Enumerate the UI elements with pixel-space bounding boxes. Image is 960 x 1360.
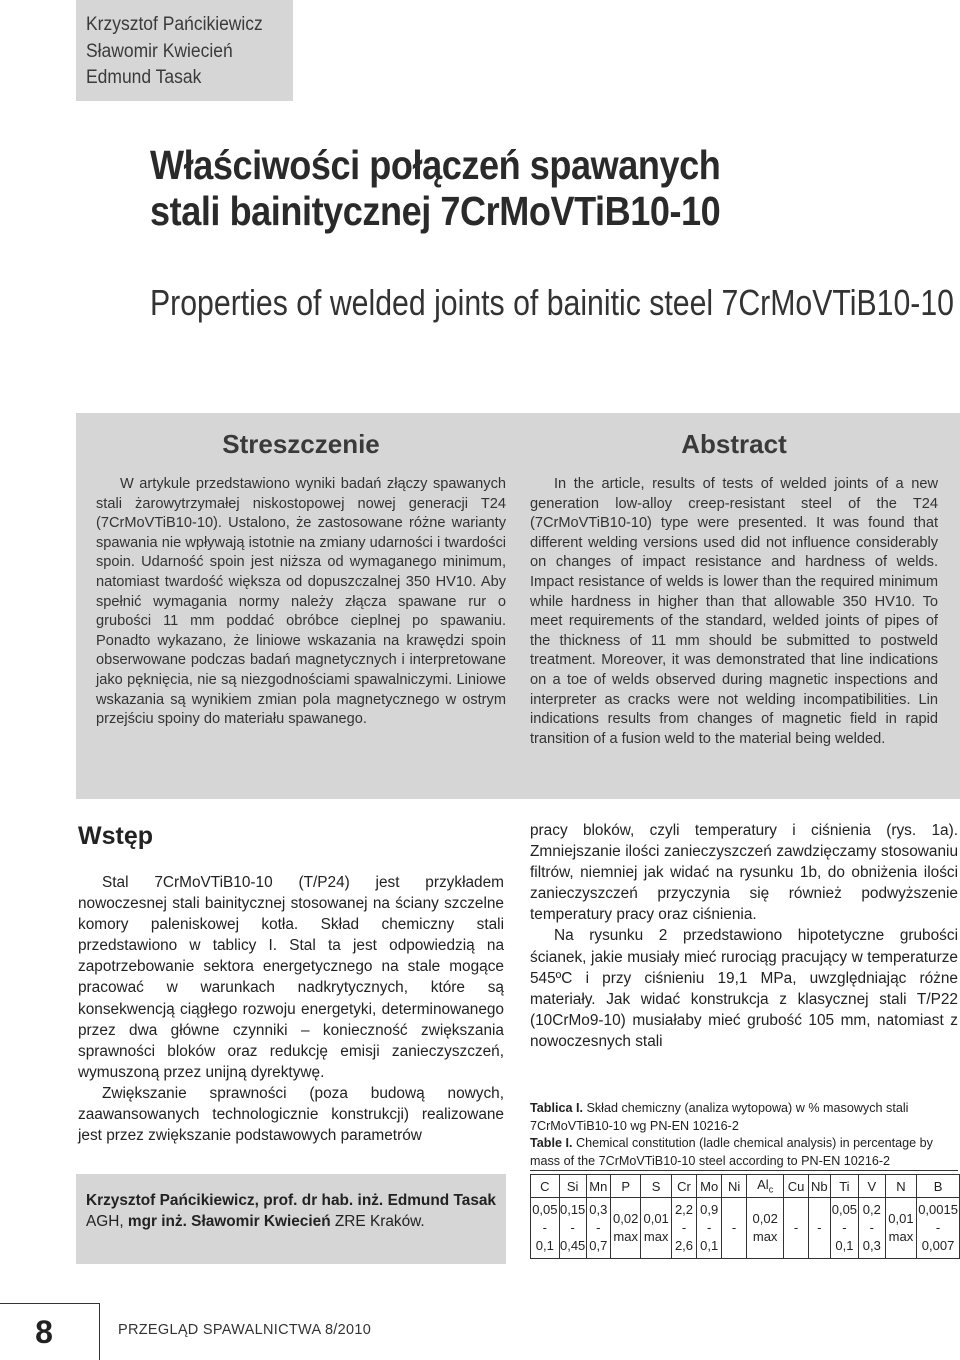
header-subscript: c (768, 1184, 774, 1195)
header-label: B (933, 1178, 943, 1194)
streszczenie-text: W artykule przedstawiono wyniki badań złączy spawanych stali żarowytrzymałej niskostopowej nowej generacji T24 (7CrMoVTiB10-10). Ustalono, że zastosowane różne warianty spawania nie wpływają istotnie na zmiany udarności i twardości spoin. Udarność spoin jest niższa od wymaganego minimum, natomiast twardość większa od dopuszczalnej 350 HV10. Aby spełnić wymagania normy należy złącza spawane rur o grubości 11 mm poddać obróbce cieplnej po spawaniu. Ponadto wykazano, że liniowe wskazania na krawędzi spoin obserwowane podczas badań magnetycznych i interpretowane jako pęknięcia, nie są niezgodnościami spawalniczymi. Liniowe wskazania są wynikiem zmian pola magnetycznego w ostrym przejściu spoiny do materiału spawanego. (96, 476, 506, 728)
page-number-box (0, 1303, 100, 1360)
paragraph: pracy bloków, czyli temperatury i ciśnienia (rys. 1a). Zmniejszanie ilości zanieczyszczeń zawdzięczamy stosowaniu filtrów, niemniej jak widać na rysunku 1b, do obniżenia ilości zanieczyszczeń przyczynia się również podwyższenie temperatury pracy oraz ciśnienia. (530, 822, 958, 924)
caption-pl (530, 1100, 958, 1135)
header-label: N (896, 1178, 906, 1194)
table-cell: 0,05 - 0,1 (831, 1198, 859, 1259)
table-header-cell (722, 1175, 747, 1198)
title-line: Właściwości połączeń spawanych (150, 142, 721, 188)
abstract-text: In the article, results of tests of welded joints of a new generation low-alloy creep-resistant steel of the T24 (7CrMoVTiB10-10) type were presented. It was found that different welding versions used did not influence considerably on changes of impact resistance and hardness of welds. Impact resistance of welds is lower than the required minimum while hardness in higher than that allowable 350 HV10. To meet requirements of the standard, welded joints of pipes of the thickness of 11 mm should be submitted to postweld treatment. Moreover, it was demonstrated that line indications on a toe of welds observed during magnetic inspections and interpreter as cracks were not welding incompatibilities. Lin indications results from changes of magnetic field in rapid transition of a fusion weld to the material being welded. (530, 476, 938, 747)
table-header-cell (746, 1175, 784, 1198)
header-label: Cr (677, 1178, 691, 1194)
header-label: V (867, 1178, 877, 1194)
header-label: Mo (700, 1178, 719, 1194)
table-row (531, 1198, 960, 1259)
header-label: Nb (810, 1178, 828, 1194)
author-name: Edmund Tasak (86, 67, 202, 88)
table-header-row (531, 1175, 960, 1198)
author-credit: Krzysztof Pańcikiewicz, prof. dr hab. inż. (86, 1192, 384, 1209)
table-cell: 0,02 max (610, 1198, 640, 1259)
paragraph: Na rysunku 2 przedstawiono hipotetyczne grubości ścianek, jakie musiały mieć rurociąg pracujący w temperaturze 545ºC i przy ciśnieniu 19,1 MPa, uwzględniając różne materiały. Jak widać konstrukcja z klasycznej stali T/P22 (10CrMo9-10) musiałaby mieć grubość 105 mm, natomiast z nowoczesnych stali (530, 927, 958, 1050)
affiliation-box (76, 1174, 506, 1264)
abstract-heading: Abstract (681, 429, 787, 459)
table-cell: 0,15 - 0,45 (559, 1198, 586, 1259)
page-number: 8 (35, 1314, 53, 1350)
section-heading-wstep: Wstęp (78, 822, 153, 850)
affiliation-org: AGH, (86, 1213, 128, 1230)
article-title-pl (150, 142, 836, 234)
table-header-cell (531, 1175, 560, 1198)
header-label: Mn (589, 1178, 608, 1194)
header-label: Ni (727, 1178, 741, 1194)
streszczenie-heading: Streszczenie (222, 429, 380, 459)
table-header-cell (808, 1175, 830, 1198)
chemical-composition-table (530, 1174, 960, 1259)
affiliation-text (86, 1190, 496, 1232)
table-header-cell (917, 1175, 960, 1198)
paragraph: Zwiększanie sprawności (poza budową nowych, zaawansowanych technologicznie konstrukcji) realizowane jest przez zwiększanie podstawowych parametrów (78, 1084, 504, 1145)
caption-text: Skład chemiczny (analiza wytopowa) w % masowych stali 7CrMoVTiB10-10 wg PN-EN 10216-2 (530, 1101, 909, 1133)
table-header-cell (885, 1175, 916, 1198)
table-cell: - (722, 1198, 747, 1259)
table-cell: 0,05 - 0,1 (531, 1198, 560, 1259)
author-credit: mgr inż. Sławomir Kwiecień (127, 1213, 331, 1230)
header-label: Ti (839, 1178, 850, 1194)
caption-label: Table I. (530, 1136, 573, 1150)
abstract-panel (76, 413, 960, 799)
table-cell: 0,2 - 0,3 (858, 1198, 885, 1259)
table-header-cell (559, 1175, 586, 1198)
table-cell: 0,01 max (641, 1198, 671, 1259)
caption-label: Tablica I. (530, 1101, 583, 1115)
table-caption (530, 1100, 958, 1170)
table-cell: 0,9 - 0,1 (697, 1198, 722, 1259)
table-cell: 2,2 - 2,6 (671, 1198, 696, 1259)
table-header-cell (831, 1175, 859, 1198)
header-label: C (540, 1178, 550, 1194)
title-line: stali bainitycznej 7CrMoVTiB10-10 (150, 188, 721, 234)
caption-en (530, 1135, 958, 1170)
right-column (530, 820, 958, 1052)
caption-divider (530, 1170, 958, 1171)
paragraph: Stal 7CrMoVTiB10-10 (T/P24) jest przykładem nowoczesnej stali bainitycznej stosowanej na ściany szczelne komory paleniskowej kotła. Skład chemiczny stali przedstawiono w tablicy I. Stal ta jest odpowiedzią na zapotrzebowanie sektora energetycznego na stale mogące pracować w warunkach nadkrytycznych, które są konsekwencją ciągłego rozwoju energetyki, determinowanego przez dwa główne czynniki – konieczność zwiększania sprawności bloków oraz redukcję emisji zanieczyszczeń, wymuszoną przez unijną dyrektywę. (78, 874, 504, 1081)
header-label: Si (566, 1178, 579, 1194)
table-header-cell (671, 1175, 696, 1198)
table-header-cell (697, 1175, 722, 1198)
table-header-cell (784, 1175, 808, 1198)
author-name: Krzysztof Pańcikiewicz (86, 14, 263, 35)
authors-box (76, 0, 293, 101)
table-header-cell (586, 1175, 610, 1198)
left-column (78, 872, 504, 1146)
header-label: P (621, 1178, 630, 1194)
table-cell: 0,3 - 0,7 (586, 1198, 610, 1259)
header-label: S (651, 1178, 661, 1194)
header-label: Al (757, 1177, 769, 1193)
table-header-cell (610, 1175, 640, 1198)
author-credit: Edmund Tasak (387, 1192, 496, 1209)
journal-footer: PRZEGLĄD SPAWALNICTWA 8/2010 (118, 1322, 372, 1338)
table-header-cell (641, 1175, 671, 1198)
table-cell: - (808, 1198, 830, 1259)
table-cell: 0,0015 - 0,007 (917, 1198, 960, 1259)
header-label: Cu (787, 1178, 805, 1194)
article-title-en: Properties of welded joints of bainitic steel 7CrMoVTiB10-10 (150, 282, 954, 323)
table-cell: 0,02 max (746, 1198, 784, 1259)
author-name: Sławomir Kwiecień (86, 41, 233, 62)
table-cell: 0,01 max (885, 1198, 916, 1259)
caption-text: Chemical constitution (ladle chemical analysis) in percentage by mass of the 7CrMoVTiB10-10 steel according to PN-EN 10216-2 (530, 1136, 933, 1168)
table-header-cell (858, 1175, 885, 1198)
table-cell: - (784, 1198, 808, 1259)
affiliation-org: ZRE Kraków. (330, 1213, 425, 1230)
